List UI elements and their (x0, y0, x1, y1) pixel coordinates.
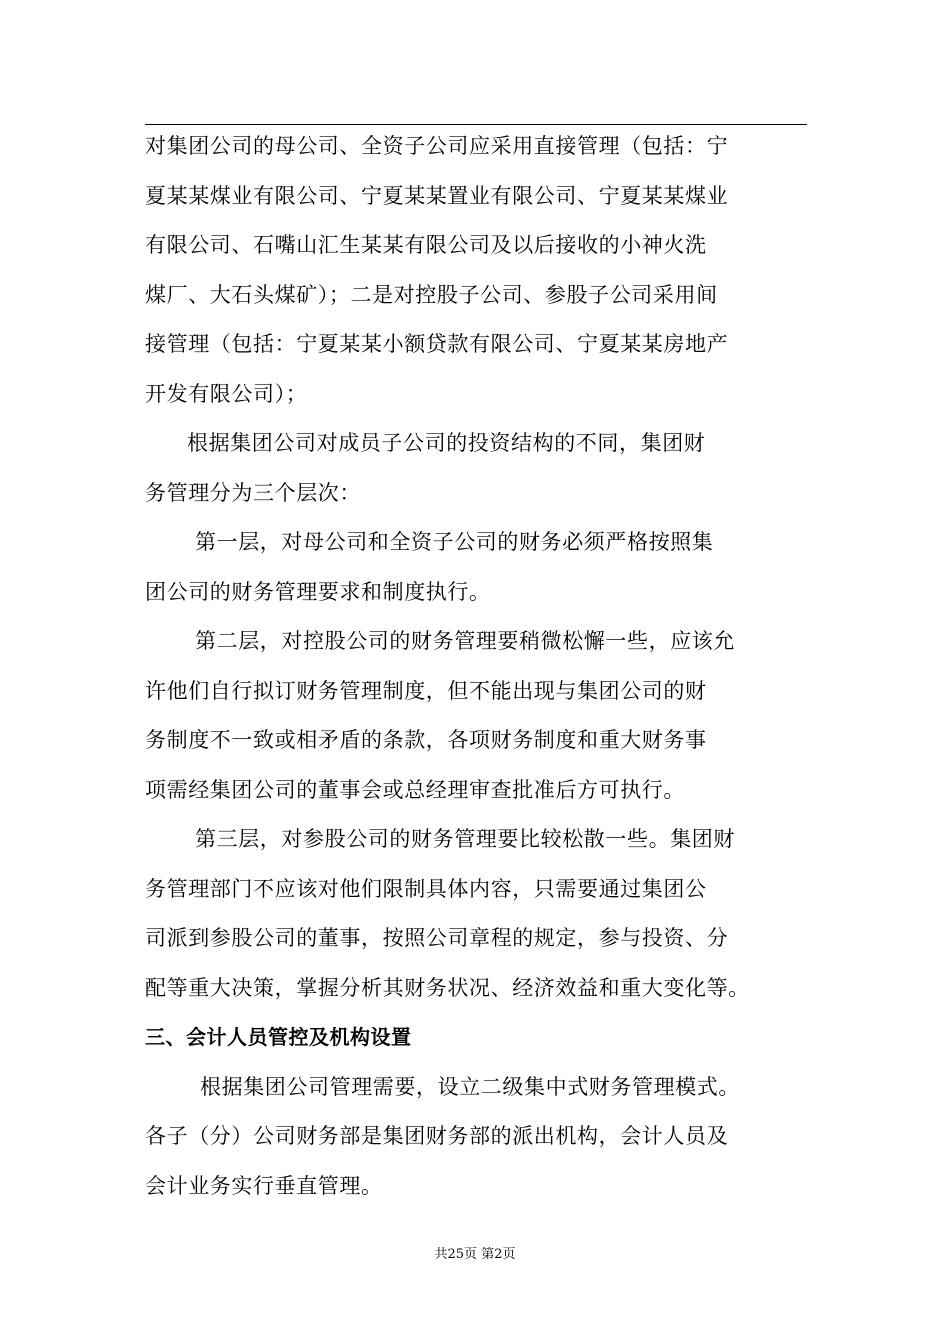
document-body (145, 122, 810, 1211)
paragraph-direct-management (145, 122, 810, 419)
paragraph-accounting-staff (145, 1063, 810, 1212)
text-line: 许他们自行拟订财务管理制度，但不能出现与集团公司的财 (145, 678, 707, 703)
text-line: 配等重大决策，掌握分析其财务状况、经济效益和重大变化等。 (145, 975, 750, 1000)
text-line: 第三层，对参股公司的财务管理要比较松散一些。集团财 (195, 827, 735, 851)
paragraph-level-two (145, 617, 810, 815)
paragraph-level-one (145, 518, 810, 617)
paragraph-level-three (145, 815, 810, 1013)
section-heading: 三、会计人员管控及机构设置 (145, 1025, 412, 1049)
text-line: 团公司的财务管理要求和制度执行。 (145, 579, 491, 604)
text-line: 务管理部门不应该对他们限制具体内容，只需要通过集团公 (145, 876, 707, 901)
text-line: 各子（分）公司财务部是集团财务部的派出机构，会计人员及 (145, 1124, 729, 1148)
text-line: 根据集团公司管理需要，设立二级集中式财务管理模式。 (200, 1074, 740, 1099)
text-line: 接管理（包括：宁夏某某小额贷款有限公司、宁夏某某房地产 (145, 332, 729, 356)
text-line: 夏某某煤业有限公司、宁夏某某置业有限公司、宁夏某某煤业 (145, 183, 729, 208)
text-line: 务管理分为三个层次： (145, 480, 361, 505)
text-line: 会计业务实行垂直管理。 (145, 1173, 383, 1198)
text-line: 司派到参股公司的董事，按照公司章程的规定，参与投资、分 (145, 926, 729, 950)
paragraph-three-levels (145, 419, 810, 518)
text-line: 开发有限公司）； (145, 381, 308, 406)
text-line: 有限公司、石嘴山汇生某某有限公司及以后接收的小神火洗 (145, 233, 707, 257)
text-line: 煤厂、大石头煤矿）；二是对控股子公司、参股子公司采用间 (145, 282, 718, 307)
text-line: 第一层，对母公司和全资子公司的财务必须严格按照集 (195, 530, 714, 554)
text-line: 对集团公司的母公司、全资子公司应采用直接管理（包括：宁 (145, 134, 729, 158)
text-line: 务制度不一致或相矛盾的条款，各项财务制度和重大财务事 (145, 728, 707, 752)
text-line: 第二层，对控股公司的财务管理要稍微松懈一些，应该允 (195, 629, 735, 653)
text-line: 根据集团公司对成员子公司的投资结构的不同，集团财 (187, 431, 706, 455)
text-line: 项需经集团公司的董事会或总经理审查批准后方可执行。 (145, 777, 685, 802)
page-footer: 共25页 第2页 (434, 1247, 516, 1262)
